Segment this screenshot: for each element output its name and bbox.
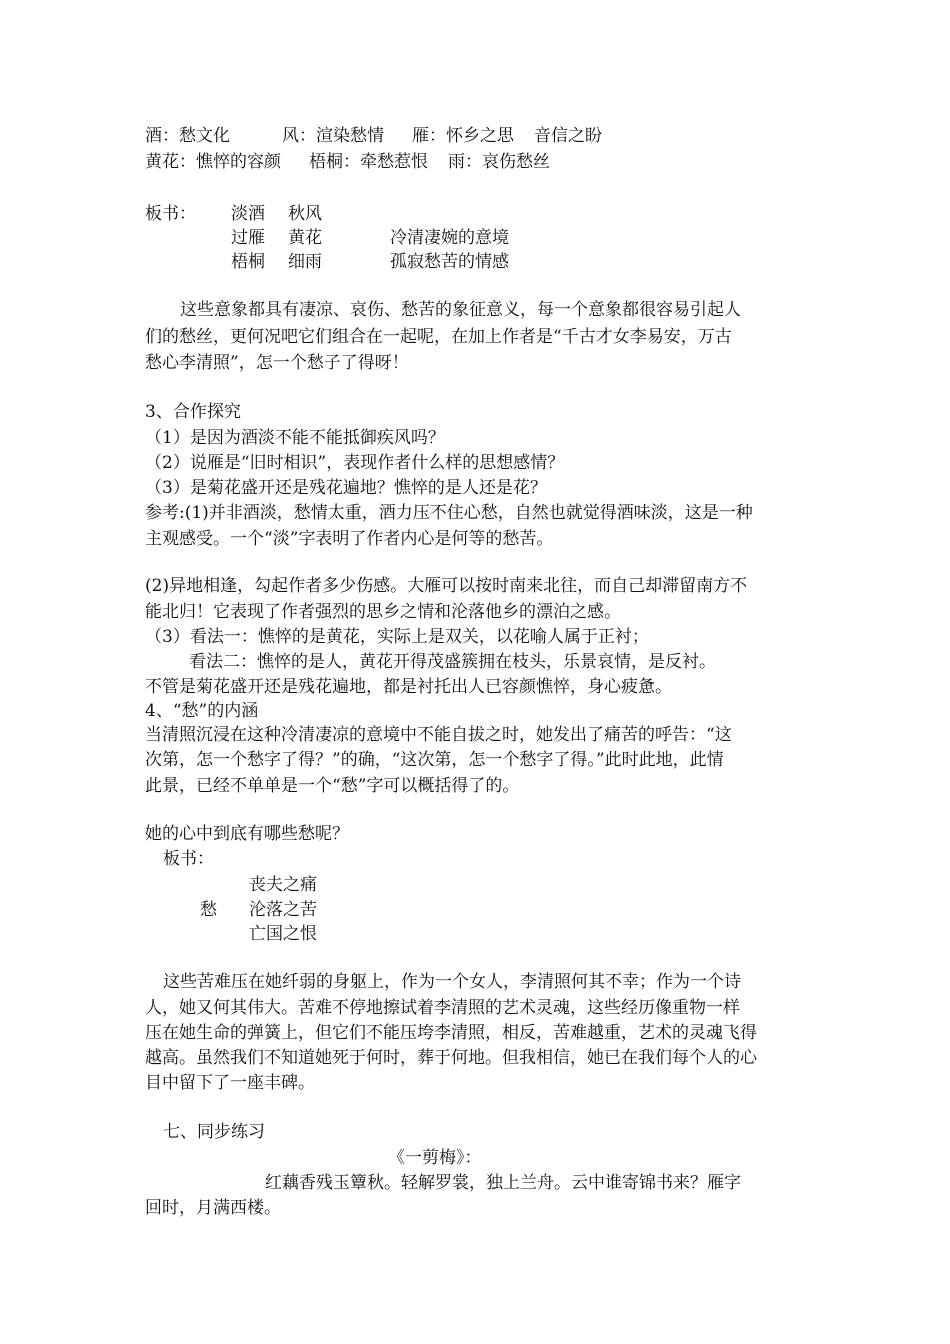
board1-label: 板书： [145,204,196,224]
imagery-line-1 [145,124,602,148]
section3-q1: （1）是因为酒淡不能不能抵御疾风吗？ [145,428,445,448]
section3-ref3-view1: （3）看法一：憔悴的是黄花，实际上是双关，以花喻人属于正衬； [145,627,649,647]
imagery-goose: 雁：怀乡之思 [412,126,514,146]
para2-line-5: 目中留下了一座丰碑。 [145,1073,315,1093]
board1-row2-b: 黄花 [288,228,322,248]
para2-line-2: 人，她又何其伟大。苦难不停地擦试着李清照的艺术灵魂，这些经历像重物一样 [145,998,740,1018]
section7-heading: 七、同步练习 [163,1122,265,1142]
board1-row1-b: 秋风 [288,204,322,224]
section4-para-line-3: 此景，已经不单单是一个“愁”字可以概括得了的。 [145,776,520,796]
section3-ref3-view2: 看法二：憔悴的是人，黄花开得茂盛簇拥在枝头，乐景哀情，是反衬。 [189,652,716,672]
section3-ref2-line-2: 能北归！它表现了作者强烈的思乡之情和沦落他乡的漂泊之感。 [145,602,621,622]
imagery-line-2 [145,150,550,174]
board2-center: 愁 [200,900,217,920]
imagery-wind: 风：渲染愁情 [282,126,384,146]
board1-row2-a: 过雁 [231,228,265,248]
board2-item-1: 丧夫之痛 [249,875,317,895]
section4-question: 她的心中到底有哪些愁呢？ [145,824,349,844]
imagery-chrysanthemum: 黄花：憔悴的容颜 [145,152,281,172]
poem-line-2: 回时，月满西楼。 [145,1198,281,1218]
imagery-wine: 酒：愁文化 [145,126,230,146]
imagery-rain: 雨：哀伤愁丝 [448,152,550,172]
board1-row3-b: 细雨 [288,252,322,272]
para1-line-1: 这些意象都具有凄凉、哀伤、愁苦的象征意义，每一个意象都很容易引起人 [180,300,741,320]
imagery-wutong: 梧桐：牵愁惹恨 [309,152,428,172]
section3-ref1-line-2: 主观感受。一个“淡”字表明了作者内心是何等的愁苦。 [145,529,554,549]
board1-row3-a: 梧桐 [231,252,265,272]
section3-q3: （3）是菊花盛开还是残花遍地？憔悴的是人还是花？ [145,478,547,498]
poem-line-1: 红藕香残玉簟秋。轻解罗裳，独上兰舟。云中谁寄锦书来？雁字 [265,1173,741,1193]
imagery-goose-2: 音信之盼 [534,126,602,146]
section3-q2: （2）说雁是“旧时相识”，表现作者什么样的思想感情？ [145,453,565,473]
board1-row1-a: 淡酒 [231,204,265,224]
section4-para-line-2: 次第，怎一个愁字了得？”的确，“这次第，怎一个愁字了得。”此时此地，此情 [145,750,724,770]
para1-line-3: 愁心李清照”，怎一个愁子了得呀！ [145,353,409,373]
board1-row2-note: 冷清凄婉的意境 [390,228,509,248]
para2-line-3: 压在她生命的弹簧上，但它们不能压垮李清照，相反，苦难越重，艺术的灵魂飞得 [145,1023,757,1043]
section4-para-line-1: 当清照沉浸在这种冷清凄凉的意境中不能自拔之时，她发出了痛苦的呼告：“这 [145,725,732,745]
section3-ref1-line-1: 参考:(1)并非酒淡，愁情太重，酒力压不住心愁，自然也就觉得酒味淡，这是一种 [145,503,753,523]
section4-heading: 4、“愁”的内涵 [145,701,259,721]
section3-ref2-line-1: (2)异地相逢，勾起作者多少伤感。大雁可以按时南来北往，而自己却滞留南方不 [145,576,748,596]
para2-line-1: 这些苦难压在她纤弱的身躯上，作为一个女人，李清照何其不幸；作为一个诗 [163,972,741,992]
section3-ref3-summary: 不管是菊花盛开还是残花遍地，都是衬托出人已容颜憔悴，身心疲惫。 [145,677,672,697]
board2-item-3: 亡国之恨 [249,924,317,944]
section3-heading: 3、合作探究 [145,402,241,422]
para1-line-2: 们的愁丝，更何况吧它们组合在一起呢，在加上作者是“千古才女李易安，万古 [145,327,732,347]
board2-label: 板书： [163,849,214,869]
board1-row3-note: 孤寂愁苦的情感 [390,252,509,272]
poem-title: 《一剪梅》： [388,1148,482,1168]
para2-line-4: 越高。虽然我们不知道她死于何时，葬于何地。但我相信，她已在我们每个人的心 [145,1048,757,1068]
board2-item-2: 沦落之苦 [249,900,317,920]
